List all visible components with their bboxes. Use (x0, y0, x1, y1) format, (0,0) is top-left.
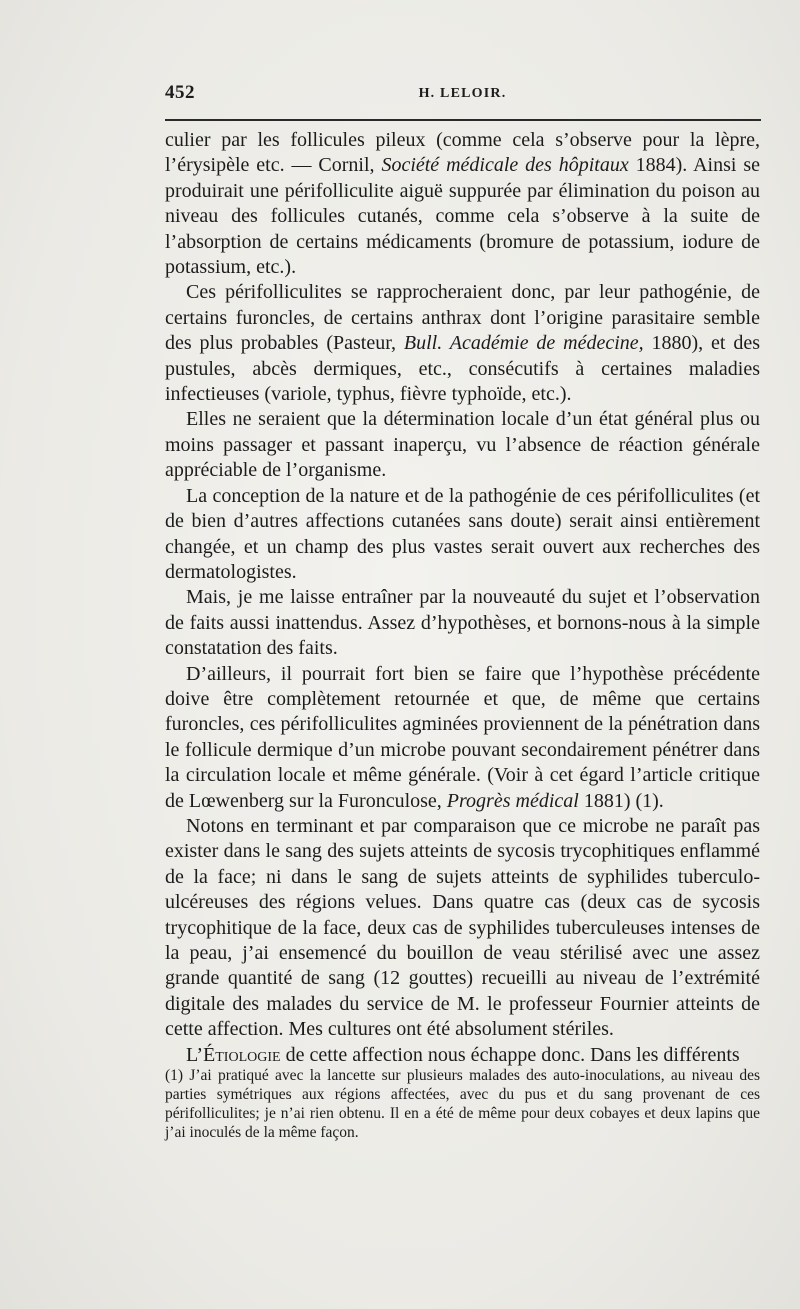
text-run: culier par les follicules pileux (comme cela s’observe pour la lèpre, l’érysipèle etc. — Cornil, (165, 129, 760, 177)
text-run: 1881) (1). (578, 789, 664, 812)
footnote: (1) J’ai pratiqué avec la lancette sur plusieurs malades des auto-inoculations, au niveau des parties symétriques aux régions affectées, avec du pus et du sang provenant de ces périfolliculites; je n’ai rien obtenu. Il en a été de même pour deux cobayes et deux lapins que j’ai inoculés de la même façon. (165, 1067, 760, 1141)
paragraph: Mais, je me laisse entraîner par la nouveauté du sujet et l’observation de faits aussi inattendus. Assez d’hypothèses, et bornons-nous à la simple constatation des faits. (165, 586, 760, 660)
paragraph (165, 662, 760, 814)
text-run: 1880), et des pustules, abcès dermiques, etc., consécutifs à certaines maladies infectieuses (variole, typhus, fièvre typhoïde, etc.). (165, 332, 760, 406)
citation-italic: Bull. Académie de médecine, (403, 332, 644, 355)
running-head-author: H. LELOIR. (418, 86, 507, 101)
paragraph: La conception de la nature et de la pathogénie de ces périfolliculites (et de bien d’autres affections cutanées sans doute) serait ainsi entièrement changée, et un champ des plus vastes serait ouvert aux recherches des dermatologistes. (165, 484, 760, 583)
text-run: Ces périfolliculites se rapprocheraient donc, par leur pathogénie, de certains furoncles, de certains anthrax dont l’origine parasitaire semble des plus probables (Pasteur, (165, 281, 760, 355)
footnotes (165, 1066, 760, 1142)
text-run: de cette affection nous échappe donc. Dans les différents (280, 1043, 740, 1066)
small-caps-term: L’Étiologie (186, 1043, 281, 1066)
header-rule (165, 119, 761, 121)
paragraph: Elles ne seraient que la détermination locale d’un état général plus ou moins passager et passant inaperçu, vu l’absence de réaction générale appréciable de l’organisme. (165, 408, 760, 482)
paragraph (165, 128, 760, 280)
paragraph (165, 1043, 760, 1068)
text-run: D’ailleurs, il pourrait fort bien se faire que l’hypothèse précédente doive être complètement retournée et que, de même que certains furoncles, ces périfolliculites agminées proviennent de la pénétration dans le follicule dermique d’un microbe pouvant secondairement pénétrer dans la circulation locale et même générale. (Voir à cet égard l’article critique de Lœwenberg sur la Furonculose, (165, 662, 760, 812)
page-number: 452 (165, 82, 195, 103)
paragraph (165, 280, 760, 407)
citation-italic: Société médicale des hôpitaux (381, 154, 629, 177)
paragraph: Notons en terminant et par comparaison que ce microbe ne paraît pas exister dans le sang des sujets atteints de sycosis trycophitiques enflammé de la face; ni dans le sang de sujets atteints de syphilides tuberculo-ulcéreuses des régions velues. Dans quatre cas (deux cas de sycosis trycophitique de la face, deux cas de syphilides tuberculeuses intenses de la peau, j’ai ensemencé du bouillon de veau stérilisé avec une assez grande quantité de sang (12 gouttes) recueilli au niveau de l’extrémité digitale des malades du service de M. le professeur Fournier atteints de cette affection. Mes cultures ont été absolument stériles. (165, 814, 760, 1041)
body-text (165, 128, 760, 1068)
running-head (165, 82, 760, 108)
citation-italic: Progrès médical (446, 789, 579, 812)
text-run: 1884). Ainsi se produirait une périfolliculite aiguë suppurée par élimination du poison au niveau des follicules cutanés, comme cela s’observe à la suite de l’absorption de certains médicaments (bromure de potassium, iodure de potassium, etc.). (165, 154, 760, 279)
